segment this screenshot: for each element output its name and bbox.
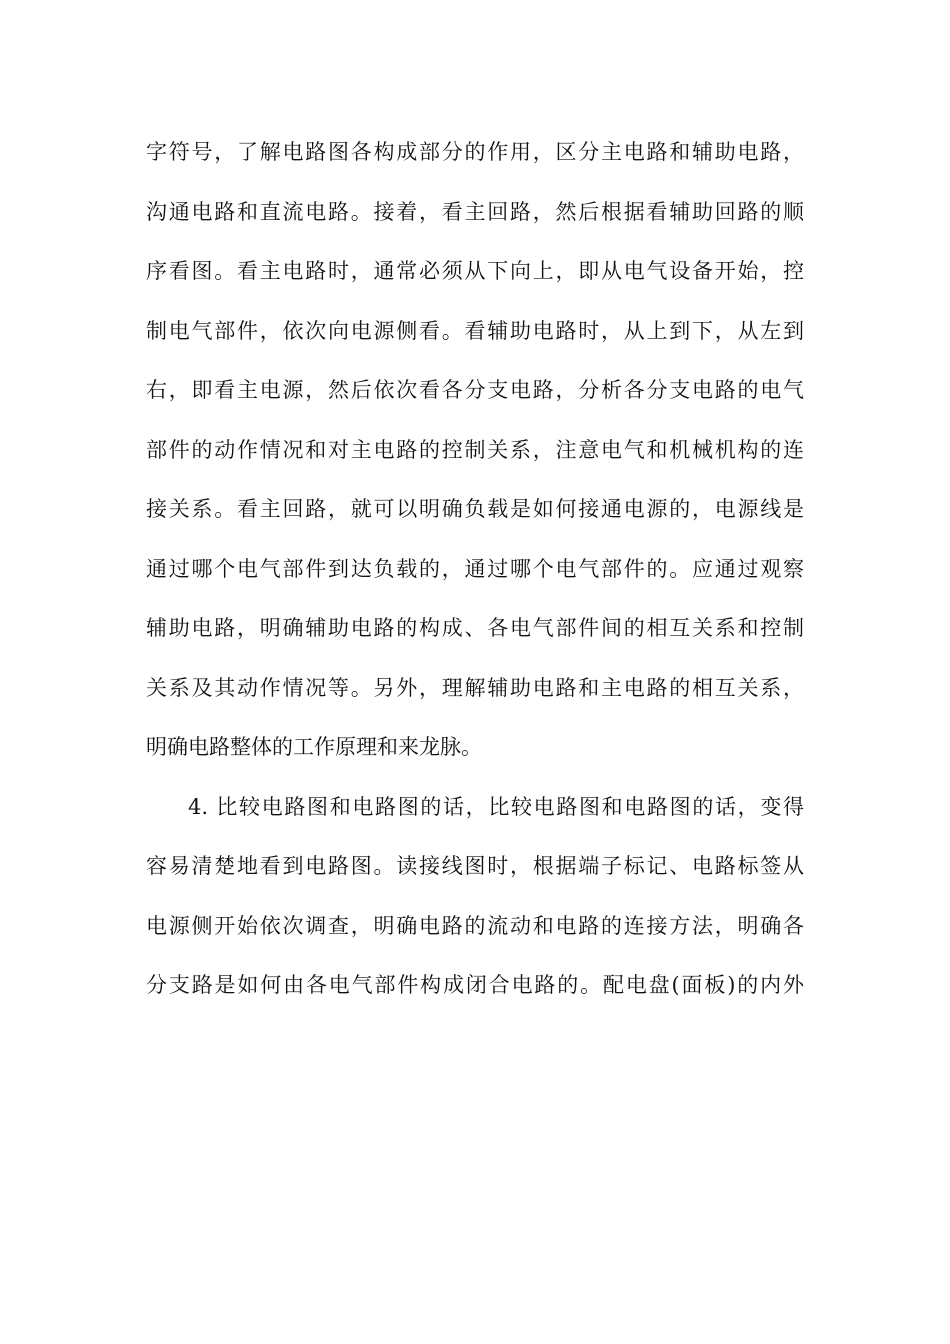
text-line: 沟通电路和直流电路。接着，看主回路，然后根据看辅助回路的顺 <box>146 199 804 224</box>
text-line: 接关系。看主回路，就可以明确负载是如何接通电源的，电源线是 <box>146 497 804 521</box>
text-line: 字符号，了解电路图各构成部分的作用，区分主电路和辅助电路， <box>146 140 804 164</box>
text-line: 容易清楚地看到电路图。读接线图时，根据端子标记、电路标签从 <box>146 854 804 878</box>
text-line: 辅助电路，明确辅助电路的构成、各电气部件间的相互关系和控制 <box>146 616 804 640</box>
text-line: 制电气部件，依次向电源侧看。看辅助电路时，从上到下，从左到 <box>146 318 804 343</box>
text-line: 部件的动作情况和对主电路的控制关系，注意电气和机械机构的连 <box>146 437 804 462</box>
text-line: 电源侧开始依次调查，明确电路的流动和电路的连接方法，明确各 <box>146 913 804 938</box>
body-text <box>146 126 804 1019</box>
text-line: 分支路是如何由各电气部件构成闭合电路的。配电盘(面板)的内外 <box>146 973 804 997</box>
text-line: 右，即看主电源，然后依次看各分支电路，分析各分支电路的电气 <box>146 378 804 402</box>
text-line: 通过哪个电气部件到达负载的，通过哪个电气部件的。应通过观察 <box>146 556 804 581</box>
numbered-paragraph-start-line: 4. 比较电路图和电路图的话，比较电路图和电路图的话，变得 <box>188 794 804 819</box>
paragraph-end-line: 明确电路整体的工作原理和来龙脉。 <box>146 735 482 759</box>
text-line: 关系及其动作情况等。另外，理解辅助电路和主电路的相互关系， <box>146 675 804 700</box>
text-line: 序看图。看主电路时，通常必须从下向上，即从电气设备开始，控 <box>146 259 804 283</box>
